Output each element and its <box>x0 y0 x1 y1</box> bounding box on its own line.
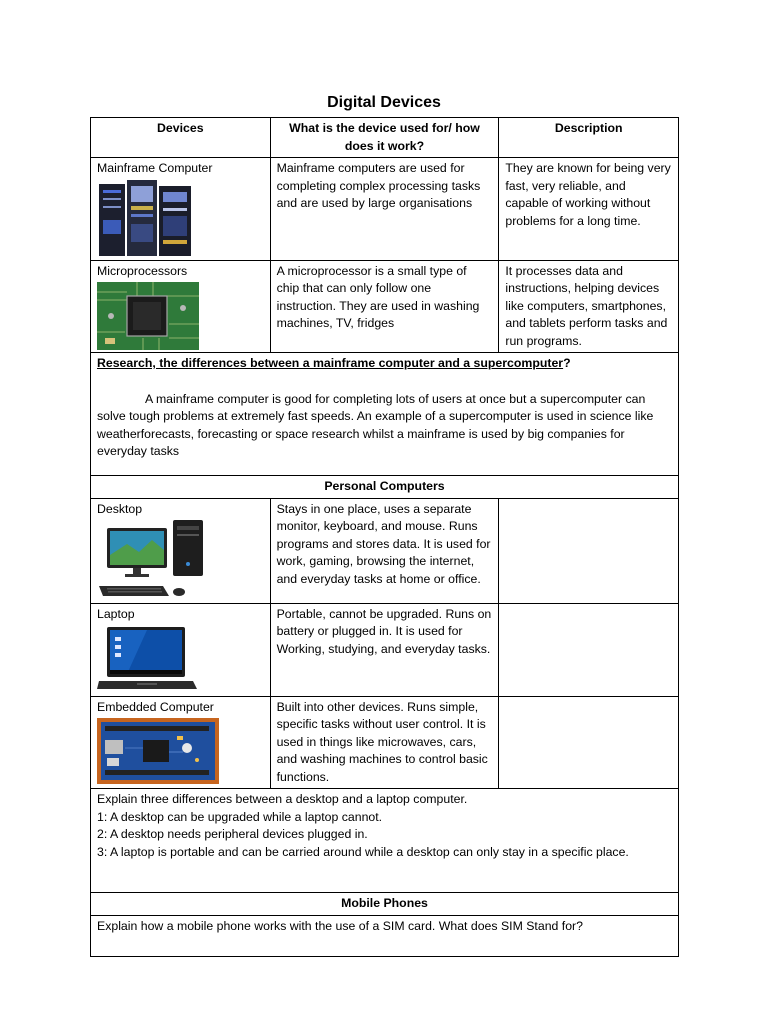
research-question <box>97 355 672 373</box>
header-devices: Devices <box>91 118 271 158</box>
description-cell <box>499 498 679 603</box>
description-cell: It processes data and instructions, helping devices like computers, smartphones, and tablets perform tasks and run programs. <box>499 260 679 353</box>
device-name: Laptop <box>97 606 135 621</box>
differences-row <box>91 789 679 893</box>
description-cell: They are known for being very fast, very reliable, and capable of working without problems for a long time. <box>499 158 679 261</box>
research-row <box>91 353 679 476</box>
usage-cell: Mainframe computers are used for completing complex processing tasks and are used by large organisations <box>270 158 499 261</box>
devices-table <box>90 117 679 957</box>
usage-cell: Built into other devices. Runs simple, specific tasks without user control. It is used in things like microwaves, cars, and washing machines to control basic functions. <box>270 696 499 789</box>
usage-cell: A microprocessor is a small type of chip that can only follow one instruction. They are used in washing machines, TV, fridges <box>270 260 499 353</box>
mobile-question-cell: Explain how a mobile phone works with the use of a SIM card. What does SIM Stand for? <box>91 915 679 956</box>
section-heading-row <box>91 893 679 916</box>
header-usage: What is the device used for/ how does it work? <box>270 118 499 158</box>
usage-cell: Portable, cannot be upgraded. Runs on battery or plugged in. It is used for Working, studying, and everyday tasks. <box>270 603 499 696</box>
differences-answer-1: 1: A desktop can be upgraded while a laptop cannot. <box>97 809 383 824</box>
device-name: Microprocessors <box>97 263 188 278</box>
device-name: Embedded Computer <box>97 699 214 714</box>
research-cell <box>91 353 679 476</box>
desktop-image <box>97 520 209 600</box>
laptop-image <box>97 625 197 693</box>
table-row <box>91 696 679 789</box>
personal-computers-heading: Personal Computers <box>91 476 679 499</box>
device-name: Desktop <box>97 501 143 516</box>
research-question-mark: ? <box>563 356 571 370</box>
header-description: Description <box>499 118 679 158</box>
device-cell <box>91 498 271 603</box>
differences-answer-3: 3: A laptop is portable and can be carried around while a desktop can only stay in a specific place. <box>97 844 629 859</box>
mobile-question-row <box>91 915 679 956</box>
research-answer: A mainframe computer is good for completing lots of users at once but a supercomputer can solve tough problems at extremely fast speeds. An example of a supercomputer is used in science like weatherforecasts, forecasting or space research whilst a mainframe is used by big companies for everyday tasks <box>97 391 654 458</box>
table-header-row <box>91 118 679 158</box>
document-title: Digital Devices <box>327 94 441 111</box>
mainframe-image <box>97 180 193 258</box>
differences-answer-2: 2: A desktop needs peripheral devices plugged in. <box>97 827 368 841</box>
table-row <box>91 158 679 261</box>
differences-cell <box>91 789 679 893</box>
device-cell <box>91 260 271 353</box>
table-row <box>91 260 679 353</box>
table-row <box>91 603 679 696</box>
usage-cell: Stays in one place, uses a separate monitor, keyboard, and mouse. Runs programs and stores data. It is used for work, gaming, browsing the internet, and everyday tasks at home or office. <box>270 498 499 603</box>
research-question-text: Research, the differences between a mainframe computer and a supercomputer <box>97 356 564 370</box>
description-cell <box>499 603 679 696</box>
microprocessor-image <box>97 282 199 350</box>
section-heading-row <box>91 476 679 499</box>
table-row <box>91 498 679 603</box>
embedded-board-image <box>97 718 219 784</box>
description-cell <box>499 696 679 789</box>
device-name: Mainframe Computer <box>97 161 213 175</box>
device-cell <box>91 158 271 261</box>
differences-question: Explain three differences between a desktop and a laptop computer. <box>97 792 468 806</box>
device-cell <box>91 696 271 789</box>
device-cell <box>91 603 271 696</box>
mobile-phones-heading: Mobile Phones <box>91 893 679 916</box>
